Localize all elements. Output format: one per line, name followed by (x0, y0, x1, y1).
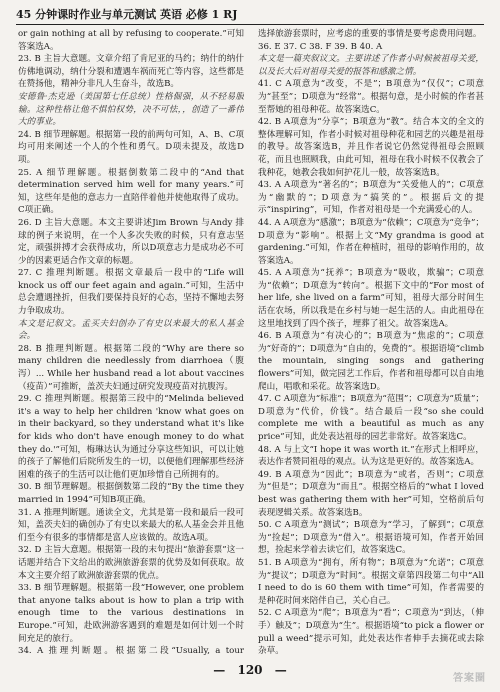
left-column-paragraph: 31. A 推理判断题。通读全文，尤其是第一段和最后一段可知，盖茨夫妇的确创办了有史以来最大的私人基金会并且他们至今有很多的事情都是富人应该做的。故选A项。 (18, 507, 244, 543)
left-column-paragraph: 32. D 主旨大意题。根据第一段的末句提出“旅游套票”这一话题并结合下文给出的欧洲旅游套票的优势及如何获取。故本文主要介绍了欧洲旅游套票的优点。 (18, 545, 244, 581)
left-column-paragraph: 28. B 推理判断题。根据第二段的“Why are there so many children die needlessly from diarrhoea（腹泻）... While her husband read a lot about vaccines（疫苗）”可推断，盖茨夫妇通过研究发现疫苗对抗腹泻。 (18, 343, 244, 392)
left-column-paragraph: 27. C 推理判断题。根据文章最后一段中的“Life will knock us off our feet again and again.”可知，生活中总会遭遇挫折，但我们要保持良好的心态，坚持不懈地去努力争取成功。 (18, 268, 244, 317)
page-header (16, 6, 484, 25)
left-column-paragraph: 23. B 主旨大意题。文章介绍了肯尼亚的马约；纳什的纳什仿佛地调动，纳什分裂和遭遇车祸而死亡等内容，这些都是在赞扬他，精神分非凡人生奋斗，故选B。 (18, 54, 244, 90)
right-column-paragraph: 50. C A项意为“测试”；B项意为“学习，了解到”；C项意为“捡起”；D项意为“借入”。根据语境可知，作者开始回想，捡起来学着去读它们，故答案选C。 (258, 520, 484, 556)
page-footer (0, 663, 500, 677)
page-number: 120 (237, 663, 263, 677)
left-column-paragraph: 33. B 细节理解题。根据第一段“However, one problem that anyone talks about is how to plan a trip with enough time to the various destinations in Europe.”可知，赴欧洲游客遇到的难题是如何计划一个时间充足的旅行。 (18, 583, 244, 644)
watermark-logo (453, 669, 486, 684)
right-column-paragraph: 51. B A项意为“拥有，所有物”；B项意为“允诺”；C项意为“提议”；D项意为“时间”。根据文章第四段第二句中“All I need to do is 60 them with time”可知，作者需要的是种花时间来陪伴自己，关心自己。 (258, 557, 484, 606)
right-column-paragraph: 本文是一篇夹叙议文。主要讲述了作者小时候被祖母关爱，以及长大后对祖母关爱的报答和感激之情。 (258, 54, 484, 77)
header-title: 45 分钟课时作业与单元测试 英语 必修 1 RJ (16, 8, 238, 21)
left-column-paragraph: 30. B 细节理解题。根据倒数第二段的“By the time they married in 1994”可知B项正确。 (18, 482, 244, 505)
right-column-paragraph: 36. E 37. C 38. F 39. B 40. A (258, 41, 383, 52)
right-column-paragraph: 49. B A项意为“因此”；B项意为“或者，否则”；C项意为“但是”；D项意为“而且”。根据空格后的“what I loved best was gathering them with her”可知，空格前后句表现逻辑关系。故答案选B。 (258, 469, 484, 518)
right-column (258, 28, 484, 658)
left-column-paragraph: 29. C 推理判断题。根据第三段中的“Melinda believed it's a way to help her children 'know what goes on in their backyard, so they understand what it's like for kids who don't have enough money to do what they do.'”可知，梅琳达认为通过分享这些知识，可以让她的孩子了解他们后院所发生的一切，以便他们理解那些经济困难的孩子的生活可以让他们更加珍惜自己所拥有的。 (18, 394, 244, 480)
left-column-paragraph: 26. D 主旨大意题。本文主要讲述Jim Brown 与Andy 排球的例子来说明，在一个人多次失败的时候，只有意志坚定，顽强拼搏才会获得成功，所以D项意志力是成功必不可少的因素更适合作文章的标题。 (18, 217, 244, 266)
right-column-paragraph: 48. A 与上文“I hope it was worth it.”在形式上相呼应，表达作者赞同祖母的观点。认为这是更好的。故答案选A。 (258, 444, 484, 468)
right-column-paragraph: 43. A A项意为“著名的”；B项意为“关爱他人的”；C项意为“幽默的”；D项意为“搞笑的”。根据后文的提示“inspiring”，可知，作者对祖母是一个充满爱心的人。 (258, 180, 484, 216)
right-column-paragraph: 52. C A项意为“爬”；B项意为“看”；C项意为“到达，（伸手）触及”；D项意为“生”。根据语境“to pick a flower or pull a weed”提示可知，此处表达作者伸手去摘花或去除杂草。 (258, 608, 484, 657)
left-column-paragraph: 本文是记叙文。孟买夫妇创办了有史以来最大的私人基金会。 (18, 318, 244, 342)
right-column-paragraph: 选择旅游套票时，应考虑的重要的事情是要考虑费用问题。 (258, 29, 482, 39)
left-column-paragraph: 安德鲁·杰克逊（美国第七任总统）性格倔强，从不轻易服输。这种性格让他不惧怕权势，决不可怯，，创造了一番伟大的事业。 (18, 91, 244, 128)
watermark-text: 答案圈 (453, 673, 486, 684)
left-column-paragraph: 24. B 细节理解题。根据第一段的前两句可知，A、B、C项均可用来阐述一个人的个性和勇气。D项未提及，故选D项。 (18, 129, 244, 165)
right-column-paragraph: 47. C A项意为“标准”；B项意为“范围”；C项意为“质量”；D项意为“代价，价钱”。结合最后一段“so she could complete me with a beautiful as much as any price”可知，此处表达祖母的园艺非常好。故答案选C。 (258, 394, 484, 442)
right-column-paragraph: 42. B A项意为“分享”；B项意为“教”。结合本文的全文的整体理解可知，作者小时候对祖母种花和园艺的兴趣是祖母的教导。故答案选B，并且作者说它仍然觉得祖母会照顾花，而且也照顾我，由此可知，祖母在我小时候不仅教会了我种花，她教会我如何护花儿一般，故答案选B。 (258, 117, 484, 178)
left-column-paragraph: 25. A 细节理解题。根据倒数第二段中的“And that determination served him well for many years.”可知，这些年是他的意志力一直陪伴着他并使他取得了成功。C项正确。 (18, 167, 244, 216)
left-column (18, 28, 244, 658)
page-number-dash-right: — (274, 663, 287, 677)
right-column-paragraph: 44. A A项意为“感激”；B项意为“依赖”；C项意为“竞争”；D项意为“影响”。根据上文“My grandma is good at gardening.”可知，作者在种植时，祖母的影响作用的，故答案选A。 (258, 217, 484, 266)
left-column-paragraph: or gain nothing at all by refusing to cooperate.”可知答案选A。 (18, 29, 244, 52)
right-column-paragraph: 45. A A项意为“抚养”；B项意为“吸收，欺骗”；C项意为“依赖”；D项意为“转向”。根据下文中的“For most of her life, she lived on a farm”可知，祖母大部分时间生活在农场，所以我是在乡村与她一起生活的人。由此祖母在这里地找到了四个孩子，埋葬了祖父。故答案选A。 (258, 268, 484, 329)
right-column-paragraph: 46. B A项意为“有决心的”；B项意为“焦虑的”；C项意为“好奇的”；D项意为“自由的，免费的”。根据语境“climb the mountain, singing songs and gathering flowers”可知，做完园艺工作后，作者和祖母都可以自由地爬山，唱歌和采花。故答案选D。 (258, 331, 484, 392)
right-column-paragraph: 41. C A项意为“改变，不是”；B项意为“仅仅”；C项意为“甚至”；D项意为“经常”。根据句意，是小时候的作者甚至帮她的祖母种花。故答案选C。 (258, 79, 484, 115)
left-column-paragraph: 34. A 推理判断题。根据第二段“Usually, a tour (18, 646, 244, 657)
page-number-dash-left: — (213, 663, 226, 677)
